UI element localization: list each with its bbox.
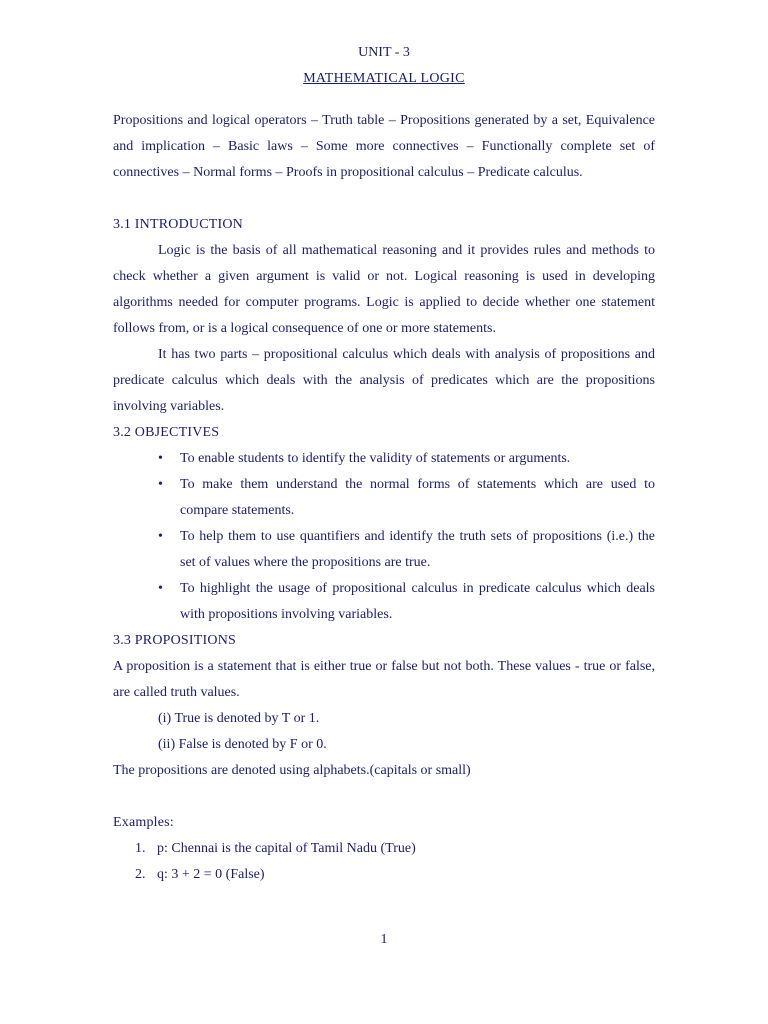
false-definition: (ii) False is denoted by F or 0. (158, 737, 327, 752)
list-item (158, 524, 655, 576)
intro-paragraph-2: It has two parts – propositional calculus which deals with analysis of propositions and predicate calculus which deals with the analysis of predicates which are the propositions involving variables. (113, 347, 655, 414)
example-number: 1. (135, 841, 146, 856)
objective-text: To make them understand the normal forms of statements which are used to compare statements. (180, 477, 655, 518)
intro-paragraph-1: Logic is the basis of all mathematical reasoning and it provides rules and methods to check whether a given argument is valid or not. Logical reasoning is used in developing algorithms needed for computer programs. Logic is applied to decide whether one statement follows from, or is a logical consequence of one or more statements. (113, 243, 655, 336)
example-number: 2. (135, 867, 146, 882)
section-heading-objectives: 3.2 OBJECTIVES (113, 425, 220, 440)
example-text: q: 3 + 2 = 0 (False) (157, 867, 265, 882)
example-text: p: Chennai is the capital of Tamil Nadu (True) (157, 841, 416, 856)
list-item (158, 472, 655, 524)
list-item (158, 576, 655, 628)
syllabus-paragraph: Propositions and logical operators – Truth table – Propositions generated by a set, Equivalence and implication – Basic laws – Some more connectives – Functionally complete set of connectives – Normal forms – Proofs in propositional calculus – Predicate calculus. (113, 113, 655, 180)
objective-text: To help them to use quantifiers and identify the truth sets of propositions (i.e.) the set of values where the propositions are true. (180, 529, 655, 570)
unit-label: UNIT - 3 (358, 45, 410, 60)
list-item (158, 446, 655, 472)
section-heading-propositions: 3.3 PROPOSITIONS (113, 633, 236, 648)
examples-label: Examples: (113, 815, 174, 830)
bullet-icon: • (158, 451, 163, 466)
section-heading-introduction: 3.1 INTRODUCTION (113, 217, 243, 232)
examples-list (113, 836, 655, 888)
objective-text: To enable students to identify the validity of statements or arguments. (180, 451, 571, 466)
notation-paragraph: The propositions are denoted using alphabets.(capitals or small) (113, 763, 471, 778)
true-definition: (i) True is denoted by T or 1. (158, 711, 320, 726)
list-item (135, 836, 655, 862)
spacer (113, 186, 655, 212)
objective-text: To highlight the usage of propositional calculus in predicate calculus which deals with propositions involving variables. (180, 581, 655, 622)
spacer (113, 784, 655, 810)
page-title: MATHEMATICAL LOGIC (303, 71, 465, 86)
propositions-paragraph: A proposition is a statement that is either true or false but not both. These values - true or false, are called truth values. (113, 659, 655, 700)
document-page (113, 43, 655, 888)
list-item (135, 862, 655, 888)
objectives-list (113, 446, 655, 628)
bullet-icon: • (158, 581, 163, 596)
bullet-icon: • (158, 477, 163, 492)
bullet-icon: • (158, 529, 163, 544)
page-number: 1 (380, 932, 388, 947)
